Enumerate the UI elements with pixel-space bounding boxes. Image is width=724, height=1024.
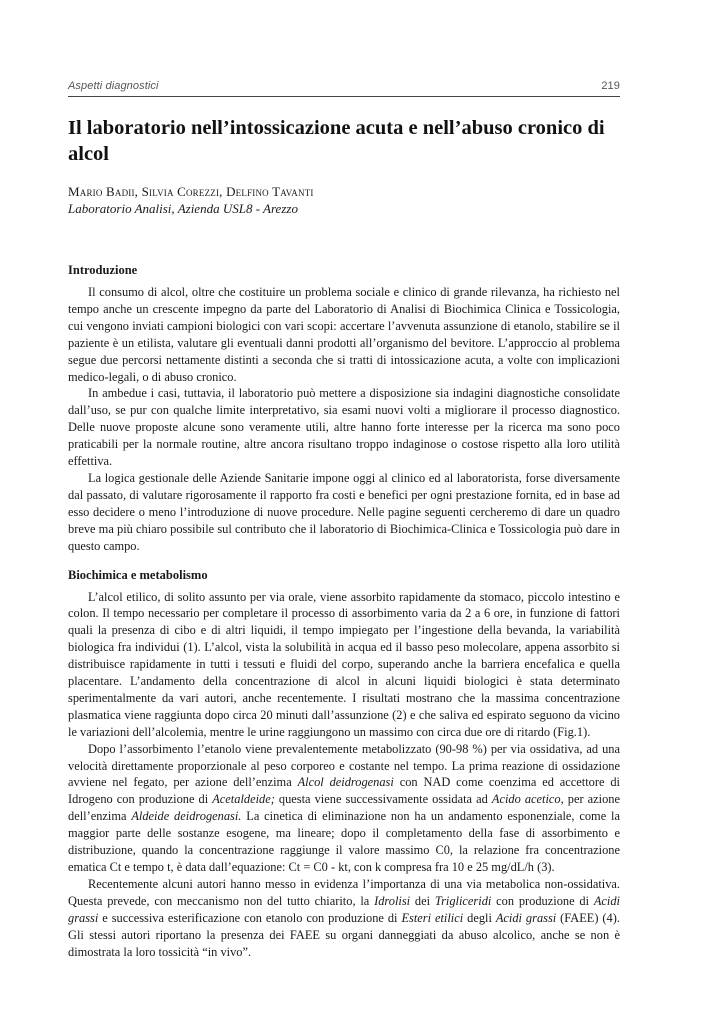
text-run: con produzione di [491, 893, 594, 908]
article-affiliation: Laboratorio Analisi, Azienda USL8 - Arezzo [68, 201, 298, 216]
section-heading-introduzione: Introduzione [68, 263, 138, 277]
text-run: (FAEE) (4). Gli stessi autori riportano la presenza dei FAEE su organi danneggiati da abuso alcolico, anche se non è dimostrata la loro tossicità “in vivo”. [68, 910, 620, 959]
text-run: e successiva esterificazione con etanolo con produzione di [98, 910, 402, 925]
intro-paragraph-2: In ambedue i casi, tuttavia, il laboratorio può mettere a disposizione sia indagini diagnostiche consolidate dall’uso, se pur con qualche limite interpretativo, sia esami nuovi volti a migliorare il processo diagnostico. Delle nuove proposte alcune sono veramente utili, altre hanno forte interesse per la ricerca ma sono poco praticabili per la normale routine, altre ancora risultano troppo indaginose o costose rispetto alla loro utilità effettiva. [68, 386, 620, 469]
compound-term: Acidi grassi [68, 893, 620, 925]
text-run: questa viene successivamente ossidata ad [274, 792, 492, 807]
text-run: Dopo l’assorbimento l’etanolo viene prevalentemente metabolizzato (90-98 %) per via ossidativa, ad una velocità direttamente proporzionale al peso corporeo e costante nel tempo. La prima reazione di ossidazione avviene nel fegato, per azione dell’enzima [68, 741, 620, 790]
enzyme-term: Alcol deidrogenasi [297, 775, 394, 790]
text-run: con NAD come coenzima ed accettore di Idrogeno con produzione di [68, 775, 620, 807]
enzyme-term: Aldeide deidrogenasi. [131, 809, 242, 824]
article-authors: Mario Badii, Silvia Corezzi, Delfino Tavanti [68, 184, 314, 199]
process-term: Idrolisi [374, 893, 411, 908]
compound-term: Esteri etilici [401, 910, 464, 925]
intro-paragraph-3: La logica gestionale delle Aziende Sanitarie impone oggi al clinico ed al laboratorista, forse diversamente dal passato, di valutare rigorosamente il rapporto fra costi e benefici per ogni prestazione fornita, ed in base ad esso decidere o meno l’introduzione di nuove procedure. Nelle pagine seguenti cercheremo di dare un quadro breve ma più chiaro possibile sul contributo che il laboratorio di Biochimica-Clinica e Tossicologia può dare in questo campo. [68, 470, 620, 553]
text-run: degli [463, 910, 496, 925]
bio-paragraph-1: L’alcol etilico, di solito assunto per via orale, viene assorbito rapidamente da stomaco, piccolo intestino e colon. Il tempo necessario per completare il processo di assorbimento varia da 2 a 6 ore, in funzione di fattori quali la presenza di cibo e di altri liquidi, il tempo impiegato per l’ingestione della bevanda, la variabilità biologica fra individui (1). L’alcol, vista la solubilità in acqua ed il basso peso molecolare, appena assorbito si distribuisce rapidamente in tutti i tessuti e fluidi del corpo, superando anche la barriera encefalica e quella placentare. L’andamento della concentrazione di alcol in alcuni liquidi biologici è stata determinato sperimentalmente da vari autori, anche recentemente. I risultati mostrano che la massima concentrazione plasmatica viene raggiunta dopo circa 20 minuti dall’assunzione (2) e che saliva ed espirato seguono da vicino le variazioni dell’alcolemia, mentre le urine raggiungono un massimo con circa due ore di ritardo (Fig.1). [68, 589, 620, 739]
running-header [68, 80, 620, 97]
text-run: per azione dell’enzima [68, 792, 620, 824]
bio-paragraph-3 [68, 876, 620, 961]
compound-term: Acetaldeide; [212, 792, 275, 807]
running-header-section: Aspetti diagnostici [68, 80, 159, 92]
bio-paragraph-2 [68, 741, 620, 876]
compound-term: Trigliceridi [434, 893, 492, 908]
intro-paragraph-1: Il consumo di alcol, oltre che costituire un problema sociale e clinico di grande rilevanza, ha richiesto nel tempo anche un crescente impegno da parte del Laboratorio di Analisi di Biochimica Clinica e Tossicologia, cui vengono inviati campioni biologici con vari scopi: accertare l’avvenuta assunzione di etanolo, stabilire se il paziente è un etilista, valutare gli eventuali danni prodotti all’organismo del bevitore. L’approccio al problema segue due percorsi nettamente distinti a seconda che si tratti di intossicazione acuta, a volte con implicazioni medico-legali, o di abuso cronico. [68, 285, 620, 384]
text-run: Recentemente alcuni autori hanno messo in evidenza l’importanza di una via metabolica non-ossidativa. Questa prevede, con meccanismo non del tutto chiarito, la [68, 876, 620, 908]
compound-term: Acidi grassi [495, 910, 557, 925]
article-body [68, 262, 620, 960]
article-title: Il laboratorio nell’intossicazione acuta e nell’abuso cronico di alcol [68, 117, 605, 165]
text-run: La cinetica di eliminazione non ha un andamento esponenziale, come la maggior parte delle sostanze esogene, ma lineare; dopo il completamento della fase di assorbimento e distribuzione, quando la concentrazione raggiunge il valore massimo C0, la relazione fra concentrazione ematica Ct e tempo t, è data dall’equazione: Ct = C0 - kt, con k compresa fra 10 e 25 mg/dL/h (3). [68, 809, 620, 874]
compound-term: Acido acetico, [491, 792, 564, 807]
page-number: 219 [601, 80, 620, 92]
text-run: dei [410, 893, 435, 908]
section-heading-biochimica: Biochimica e metabolismo [68, 567, 208, 582]
